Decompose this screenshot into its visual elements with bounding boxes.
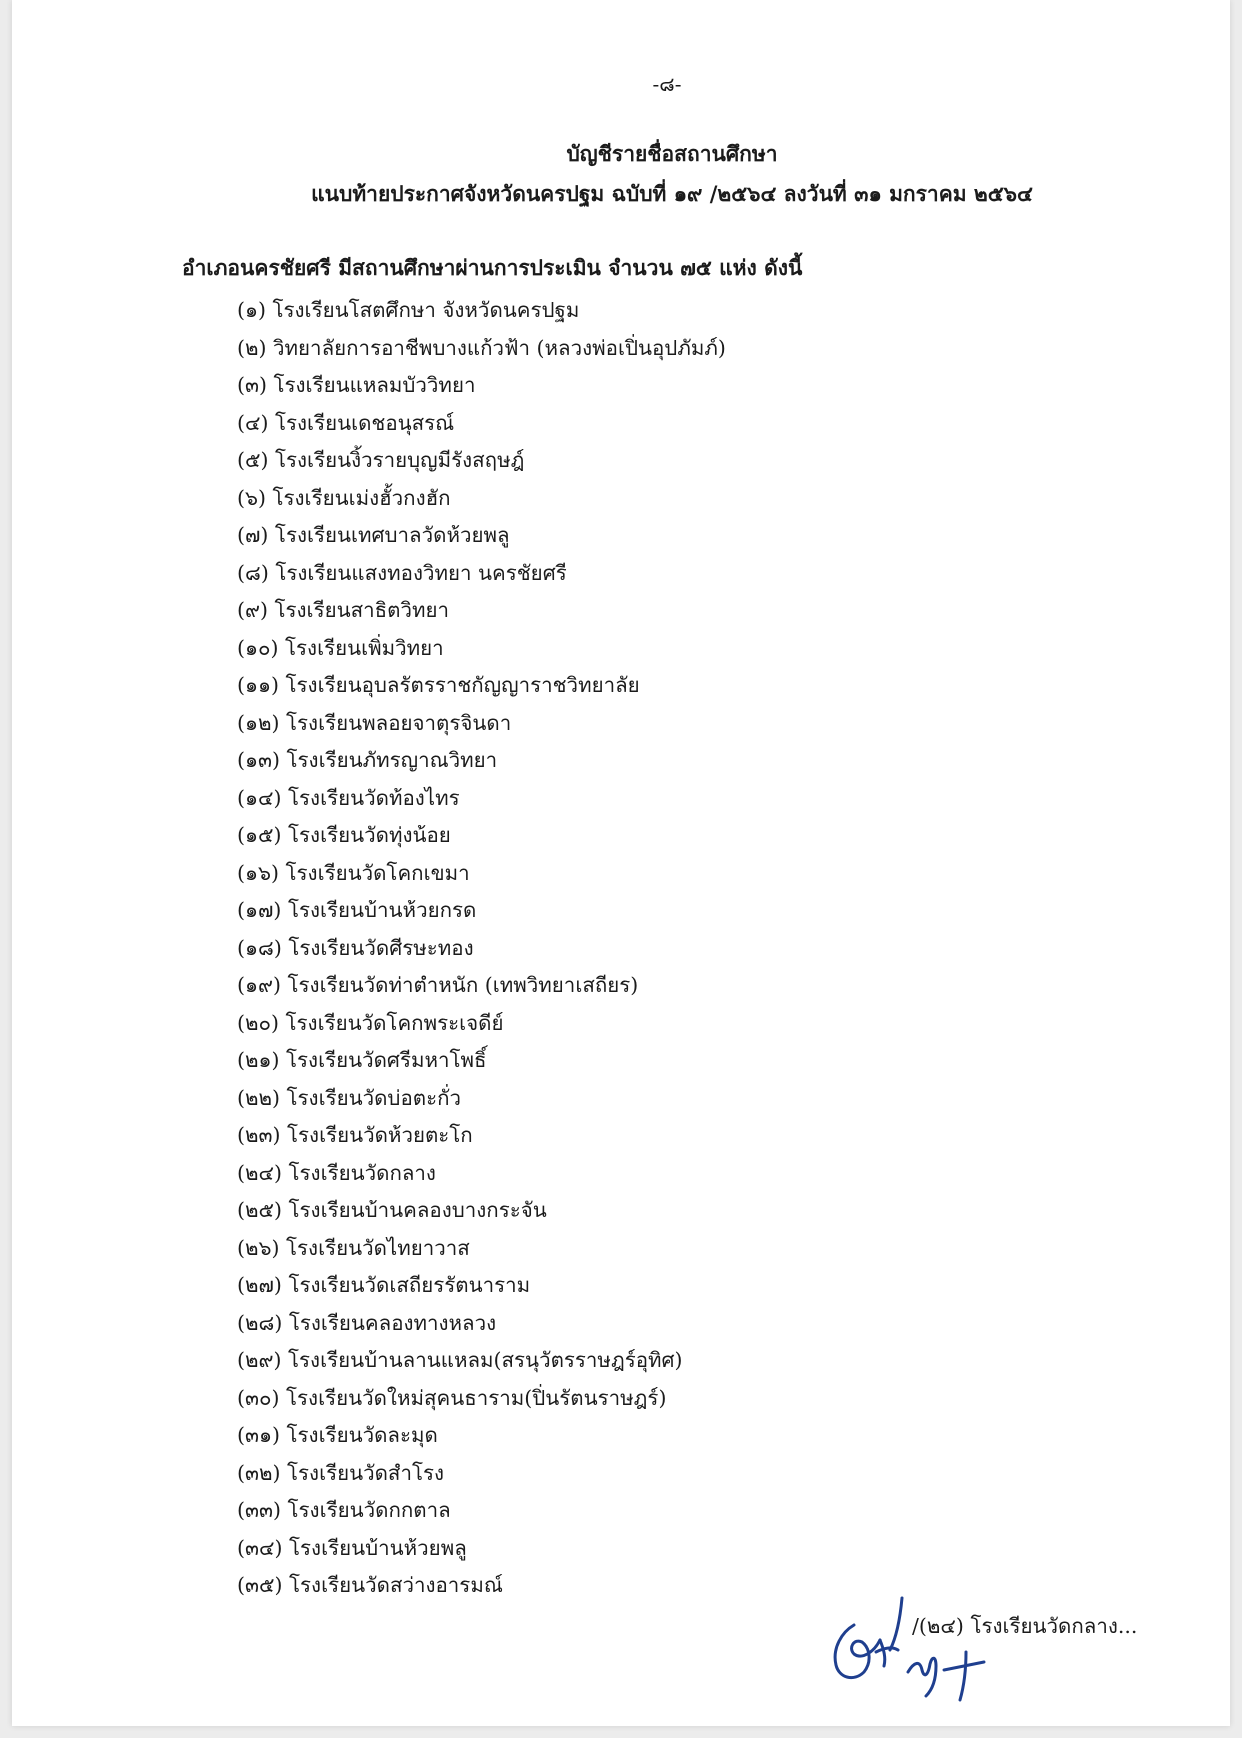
list-item: (๒๖) โรงเรียนวัดไทยาวาส [237, 1235, 470, 1260]
list-item: (๒๒) โรงเรียนวัดบ่อตะกั่ว [237, 1085, 462, 1110]
list-item: (๒๙) โรงเรียนบ้านลานแหลม(สรนุวัตรราษฎร์อุทิศ) [237, 1348, 683, 1372]
list-item: (๕) โรงเรียนงิ้วรายบุญมีรังสฤษฎ์ [237, 448, 525, 472]
list-item: (๙) โรงเรียนสาธิตวิทยา [237, 598, 449, 622]
list-item: (๑๙) โรงเรียนวัดท่าตำหนัก (เทพวิทยาเสถียร) [237, 973, 639, 997]
list-item: (๑๘) โรงเรียนวัดศีรษะทอง [237, 935, 474, 960]
list-item: (๑๕) โรงเรียนวัดทุ่งน้อย [237, 823, 451, 847]
list-item: (๓๕) โรงเรียนวัดสว่างอารมณ์ [237, 1573, 503, 1597]
district-heading: อำเภอนครชัยศรี มีสถานศึกษาผ่านการประเมิน จำนวน ๗๕ แห่ง ดังนี้ [182, 255, 803, 280]
list-item: (๓๔) โรงเรียนบ้านห้วยพลู [237, 1535, 467, 1560]
list-item: (๓๑) โรงเรียนวัดละมุด [237, 1423, 438, 1447]
school-list [237, 292, 726, 1605]
document-title: บัญชีรายชื่อสถานศึกษา [566, 141, 778, 166]
list-item: (๑๐) โรงเรียนเพิ่มวิทยา [237, 635, 444, 660]
list-item: (๘) โรงเรียนแสงทองวิทยา นครชัยศรี [237, 560, 567, 585]
document-subtitle: แนบท้ายประกาศจังหวัดนครปฐม ฉบับที่ ๑๙ /๒๕๖๔ ลงวันที่ ๓๑ มกราคม ๒๕๖๔ [311, 181, 1033, 206]
list-item: (๒๑) โรงเรียนวัดศรีมหาโพธิ์ [237, 1048, 487, 1072]
list-item: (๗) โรงเรียนเทศบาลวัดห้วยพลู [237, 523, 510, 547]
list-item: (๒๓) โรงเรียนวัดห้วยตะโก [237, 1123, 473, 1147]
list-item: (๑๔) โรงเรียนวัดท้องไทร [237, 785, 460, 810]
list-item: (๒๔) โรงเรียนวัดกลาง [237, 1160, 436, 1185]
list-item: (๒) วิทยาลัยการอาชีพบางแก้วฟ้า (หลวงพ่อเปิ่นอุปภัมภ์) [237, 335, 726, 360]
page-number: -๘- [652, 72, 682, 96]
list-item: (๓) โรงเรียนแหลมบัววิทยา [237, 373, 476, 397]
list-item: (๖) โรงเรียนเม่งฮั้วกงฮัก [237, 485, 451, 510]
list-item: (๓๒) โรงเรียนวัดสำโรง [237, 1460, 444, 1485]
list-item: (๓๓) โรงเรียนวัดกกตาล [237, 1498, 451, 1522]
list-item: (๑๖) โรงเรียนวัดโคกเขมา [237, 860, 470, 885]
list-item: (๑๓) โรงเรียนภัทรญาณวิทยา [237, 748, 498, 772]
list-item: (๑๗) โรงเรียนบ้านห้วยกรด [237, 898, 477, 922]
handwritten-signature [824, 1590, 1024, 1710]
list-item: (๒๕) โรงเรียนบ้านคลองบางกระจัน [237, 1198, 547, 1222]
continuation-note: /(๒๔) โรงเรียนวัดกลาง... [912, 1614, 1138, 1638]
list-item: (๒๘) โรงเรียนคลองทางหลวง [237, 1310, 497, 1335]
list-item: (๑๑) โรงเรียนอุบลรัตรราชกัญญาราชวิทยาลัย [237, 673, 640, 697]
list-item: (๑๒) โรงเรียนพลอยจาตุรจินดา [237, 710, 512, 735]
list-item: (๒๐) โรงเรียนวัดโคกพระเจดีย์ [237, 1010, 504, 1035]
list-item: (๑) โรงเรียนโสตศึกษา จังหวัดนครปฐม [237, 298, 580, 322]
list-item: (๓๐) โรงเรียนวัดใหม่สุคนธาราม(ปิ่นรัตนราษฎร์) [237, 1385, 667, 1410]
document-page [12, 0, 1230, 1726]
list-item: (๒๗) โรงเรียนวัดเสถียรรัตนาราม [237, 1273, 531, 1297]
list-item: (๔) โรงเรียนเดชอนุสรณ์ [237, 410, 455, 435]
